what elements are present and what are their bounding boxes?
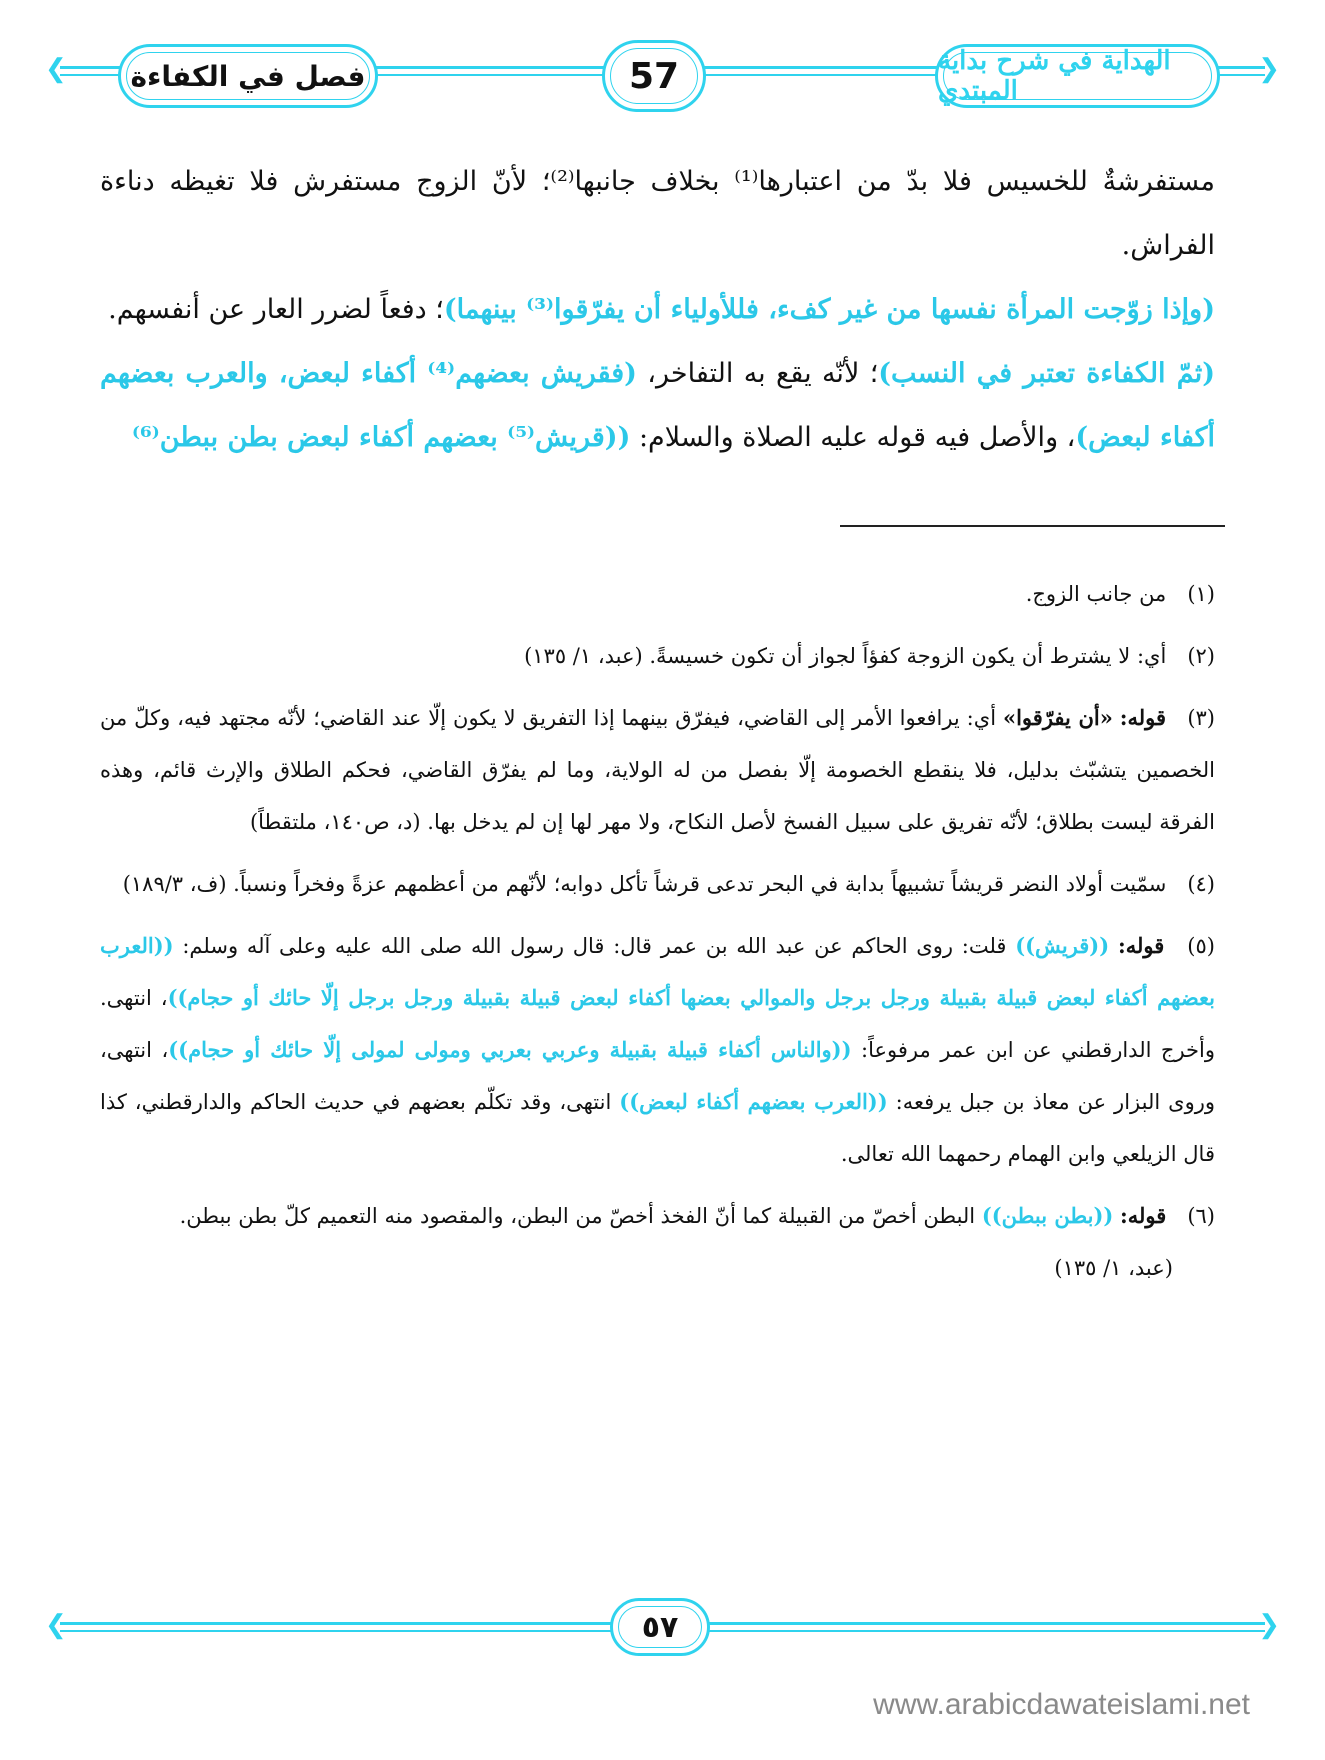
ornament-left-icon: ❮: [45, 1610, 67, 1640]
chapter-title-box: [118, 44, 378, 108]
footnote-number: (٣): [1187, 706, 1215, 730]
footnote-text: انتهى، وقد تكلّم بعضهم في حديث الحاكم والدارقطني، كذا قال الزيلعي وابن الهمام رحمهما الله تعالى.: [100, 1090, 1215, 1166]
ornament-left-icon: ❮: [45, 54, 67, 84]
matn-text: (وإذا زوّجت المرأة نفسها من غير كفء، فللأولياء أن يفرّقوا⁽³⁾ بينهما): [443, 294, 1215, 325]
website-watermark: www.arabicdawateislami.net: [873, 1688, 1250, 1721]
footnote-separator: [840, 525, 1225, 527]
footnote-quote: ((قريش)): [1015, 933, 1110, 958]
page-number-box: [602, 40, 706, 112]
footnote-text: سمّيت أولاد النضر قريشاً تشبيهاً بدابة في البحر تدعى قرشاً تأكل دوابه؛ لأنّهم من أعظمهم عزةً وفخراً ونسباً. (ف، ١٨٩/٣): [122, 872, 1167, 896]
footnote-label: قوله:: [1119, 705, 1167, 730]
footnote-4: [100, 858, 1215, 910]
footnote-2: [100, 630, 1215, 682]
footnote-reference: (عبد، ١/ ١٣٥): [1054, 1256, 1173, 1280]
footnote-6: [100, 1190, 1215, 1294]
footnote-label: قوله:: [1120, 1203, 1167, 1228]
footer-page-number: ٥٧: [641, 1609, 679, 1645]
footnote-number: (٢): [1187, 644, 1215, 668]
ornament-right-icon: ❯: [1258, 54, 1280, 84]
footnote-text: أي: لا يشترط أن يكون الزوجة كفؤاً لجواز أن تكون خسيسةً. (عبد، ١/ ١٣٥): [524, 644, 1167, 668]
footnote-number: (٥): [1187, 934, 1215, 958]
hadith-text: ((العرب بعضهم أكفاء لبعض قبيلة بقبيلة ورجل برجل والموالي بعضها أكفاء لبعض قبيلة بقبيلة ورجل برجل إلّا حائك أو حجام)): [100, 933, 1216, 1010]
footnote-3: [100, 692, 1215, 848]
paragraph-1: مستفرشةٌ للخسيس فلا بدّ من اعتبارها⁽¹⁾ بخلاف جانبها⁽²⁾؛ لأنّ الزوج مستفرش فلا تغيظه دناءة الفراش.: [100, 166, 1215, 261]
footnote-1: [100, 568, 1215, 620]
footnote-text: ، انتهى. وأخرج الدارقطني عن ابن عمر مرفوعاً:: [100, 986, 1215, 1062]
footnote-label: قوله:: [1117, 933, 1165, 958]
sharh-text: ؛ لأنّه يقع به التفاخر،: [636, 358, 879, 389]
matn-text: (فقريش بعضهم⁽⁴⁾ أكفاء لبعض، والعرب بعضهم أكفاء لبعض): [100, 358, 1215, 453]
footnote-text: ، انتهى، وروى البزار عن معاذ بن جبل يرفعه:: [100, 1038, 1215, 1114]
footer-page-number-box: [610, 1598, 710, 1656]
sharh-text: ؛ دفعاً لضرر العار عن أنفسهم.: [108, 294, 444, 325]
footnote-number: (٤): [1187, 872, 1215, 896]
book-title-box: [935, 44, 1220, 108]
matn-text: (ثمّ الكفاءة تعتبر في النسب): [878, 358, 1215, 389]
footnotes: [100, 568, 1215, 1304]
chapter-title: فصل في الكفاءة: [130, 59, 366, 93]
footnote-text: قلت: روى الحاكم عن عبد الله بن عمر قال: قال رسول الله صلى الله عليه وعلى آله وسلم:: [173, 934, 1016, 958]
hadith-text: ((العرب بعضهم أكفاء لبعض)): [619, 1089, 888, 1114]
footnote-5: [100, 920, 1215, 1180]
hadith-text: ((قريش⁽⁵⁾ بعضهم أكفاء لبعض بطن ببطن⁽⁶⁾: [131, 422, 631, 453]
main-text: [100, 150, 1215, 470]
ornament-right-icon: ❯: [1258, 1610, 1280, 1640]
footnote-number: (١): [1187, 582, 1215, 606]
footnote-text: أي: يرافعوا الأمر إلى القاضي، فيفرّق بينهما إذا التفريق لا يكون إلّا عند القاضي؛ لأنّه مجتهد فيه، وكلّ من الخصمين يتشبّث بدليل، فلا ينقطع الخصومة إلّا بفصل من له الولاية، وما لم يفرّق القاضي، فحكم الطلاق والإرث قائم، وهذه الفرقة ليست بطلاق؛ لأنّه تفريق على سبيل الفسخ لأصل النكاح، ولا مهر لها إن لم يدخل بها. (د، ص١٤٠، ملتقطاً): [100, 706, 1215, 834]
footnote-number: (٦): [1187, 1204, 1215, 1228]
sharh-text: ، والأصل فيه قوله عليه الصلاة والسلام:: [630, 422, 1076, 453]
hadith-text: ((والناس أكفاء قبيلة بقبيلة وعربي بعربي ومولى لمولى إلّا حائك أو حجام)): [168, 1037, 852, 1062]
page-number: 57: [628, 55, 680, 97]
footnote-quote: «أن يفرّقوا»: [1002, 705, 1113, 730]
footnote-text: من جانب الزوج.: [1025, 582, 1167, 606]
paragraph-2: [100, 278, 1215, 342]
book-title: الهداية في شرح بداية المبتدي: [938, 46, 1171, 106]
footnote-text: البطن أخصّ من القبيلة كما أنّ الفخذ أخصّ من البطن، والمقصود منه التعميم كلّ بطن ببطن.: [179, 1204, 982, 1228]
paragraph-3: [100, 342, 1215, 470]
footnote-quote: ((بطن ببطن)): [981, 1203, 1114, 1228]
